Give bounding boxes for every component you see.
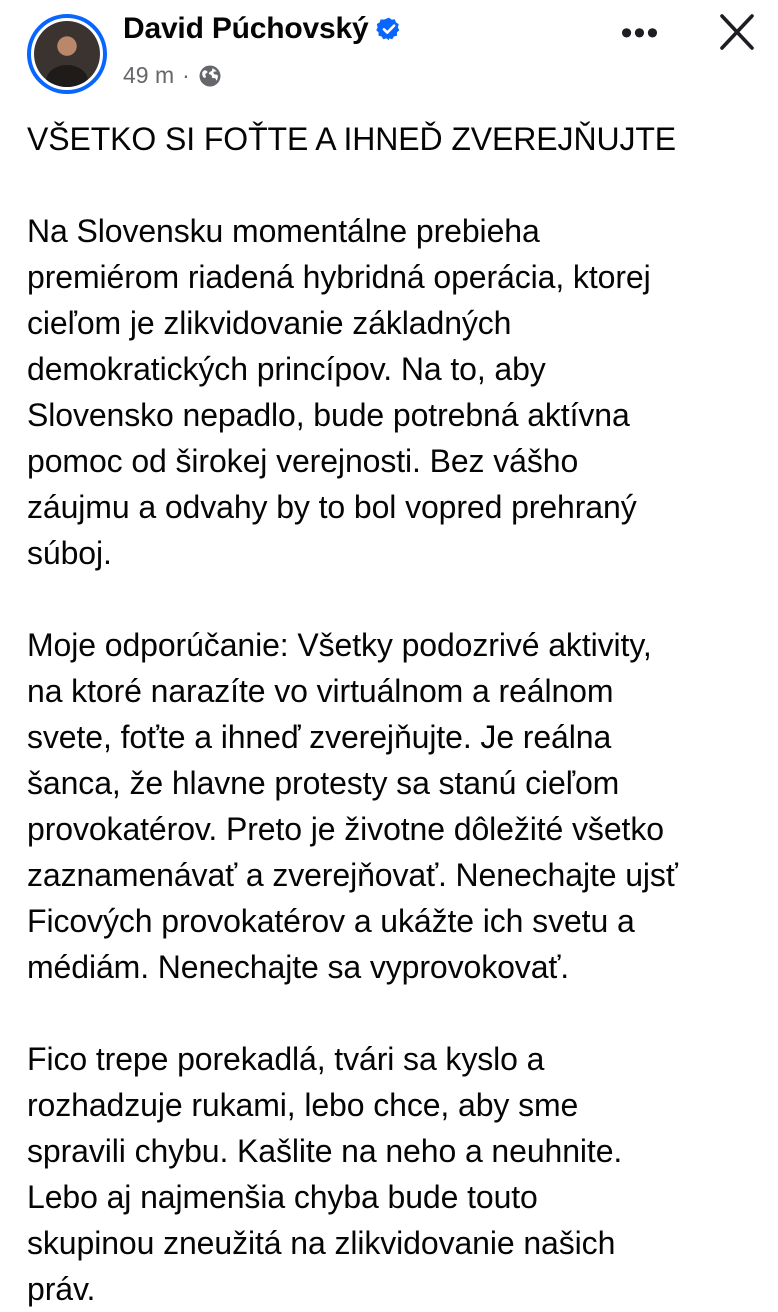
meta-separator: ·: [182, 62, 190, 88]
avatar[interactable]: [27, 14, 107, 94]
post-meta: [123, 62, 222, 89]
more-options-button[interactable]: [612, 14, 668, 52]
author-row: [123, 12, 402, 46]
post-header: [0, 0, 778, 110]
close-button[interactable]: [712, 10, 762, 56]
more-options-icon: •••: [620, 14, 660, 52]
globe-icon[interactable]: [198, 64, 222, 88]
post-paragraph: Na Slovensku momentálne prebieha premiérom riadená hybridná operácia, ktorej cieľom je zlikvidovanie základných demokratických princípov. Na to, aby Slovensko nepadlo, bude potrebná aktívna pomoc od širokej verejnosti. Bez vášho záujmu a odvahy by to bol vopred prehraný súboj.: [27, 213, 651, 571]
post-body: [27, 116, 757, 1312]
avatar-photo: [34, 21, 100, 87]
post-timestamp[interactable]: 49 m: [123, 62, 175, 88]
post-paragraph: Fico trepe porekadlá, tvári sa kyslo a rozhadzuje rukami, lebo chce, aby sme spravili chybu. Kašlite na neho a neuhnite. Lebo aj najmenšia chyba bude touto skupinou zneužitá na zlikvidovanie našich práv.: [27, 1041, 623, 1307]
verified-badge-icon: [376, 16, 402, 42]
post-title: VŠETKO SI FOŤTE A IHNEĎ ZVEREJŇUJTE: [27, 121, 677, 157]
author-name[interactable]: David Púchovský: [123, 12, 369, 45]
close-icon: [712, 10, 762, 56]
post-paragraph: Moje odporúčanie: Všetky podozrivé aktivity, na ktoré narazíte vo virtuálnom a reálnom svete, foťte a ihneď zverejňujte. Je reálna šanca, že hlavne protesty sa stanú cieľom provokatérov. Preto je životne dôležité všetko zaznamenávať a zverejňovať. Nenechajte ujsť Ficových provokatérov a ukážte ich svetu a médiám. Nenechajte sa vyprovokovať.: [27, 627, 678, 985]
